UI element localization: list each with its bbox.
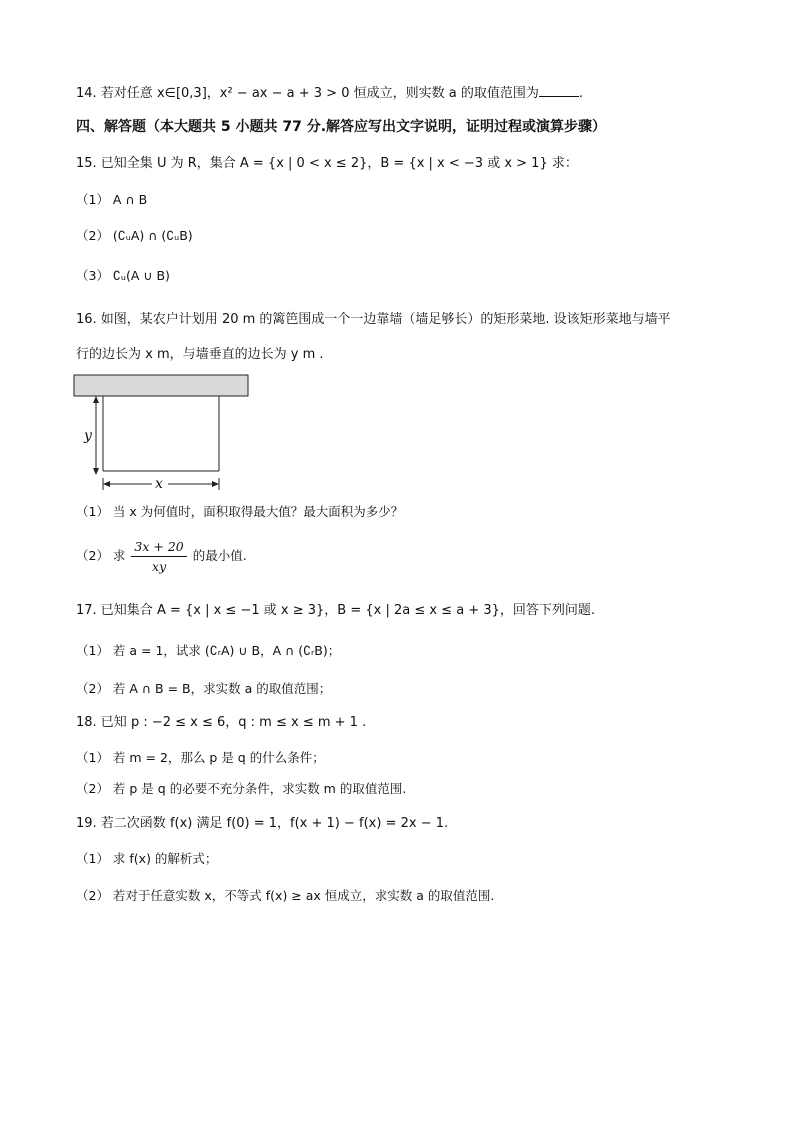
question-17-part-2: （2） 若 A ∩ B = B，求实数 a 的取值范围； [76,681,332,696]
question-14-end: . [578,86,583,101]
question-16-stem-line-2: 行的边长为 x m，与墙垂直的边长为 y m . [76,347,324,362]
y-label: y [84,428,92,444]
question-19-part-2: （2） 若对于任意实数 x，不等式 f(x) ≥ ax 恒成立，求实数 a 的取值范围. [76,888,495,903]
fraction-denominator: xy [152,559,167,574]
fence-diagram [70,372,260,494]
question-17-part-1: （1） 若 a = 1，试求 (∁ᵣA) ∪ B，A ∩ (∁ᵣB)； [76,643,341,658]
fraction-numerator: 3x + 20 [131,538,186,557]
question-17-stem: 17. 已知集合 A = {x | x ≤ −1 或 x ≥ 3}，B = {x | 2a ≤ x ≤ a + 3}，回答下列问题. [76,603,595,618]
fraction [131,538,186,575]
answer-blank[interactable] [539,84,579,97]
question-16-part-1: （1） 当 x 为何值时，面积取得最大值？最大面积为多少？ [76,504,404,519]
question-16-part-2 [76,538,247,575]
question-18-stem: 18. 已知 p : −2 ≤ x ≤ 6，q : m ≤ x ≤ m + 1 . [76,715,367,730]
question-14-text: 14. 若对任意 x∈[0,3]，x² − ax − a + 3 > 0 恒成立，则实数 a 的取值范围为 [76,86,539,101]
question-19-part-1: （1） 求 f(x) 的解析式； [76,851,218,866]
x-arrow-right [212,481,219,487]
question-19-stem: 19. 若二次函数 f(x) 满足 f(0) = 1，f(x + 1) − f(x) = 2x − 1. [76,816,449,831]
question-15-part-2: （2） (∁ᵤA) ∩ (∁ᵤB) [76,228,193,243]
question-15-part-1: （1） A ∩ B [76,192,148,207]
question-16-part-2-suffix: 的最小值. [192,548,247,563]
y-arrow-up [93,396,99,403]
question-15-part-3: （3） ∁ᵤ(A ∪ B) [76,268,170,283]
question-16-stem-line-1: 16. 如图，某农户计划用 20 m 的篱笆围成一个一边靠墙（墙足够长）的矩形菜地. 设该矩形菜地与墙平 [76,312,671,327]
x-arrow-left [103,481,110,487]
question-16-part-2-prefix: （2） 求 [76,548,126,563]
section-heading: 四、解答题（本大题共 5 小题共 77 分.解答应写出文字说明，证明过程或演算步骤） [76,119,607,135]
question-15-stem: 15. 已知全集 U 为 R，集合 A = {x | 0 < x ≤ 2}，B = {x | x < −3 或 x > 1} 求： [76,156,578,171]
question-18-part-1: （1） 若 m = 2，那么 p 是 q 的什么条件； [76,750,325,765]
question-18-part-2: （2） 若 p 是 q 的必要不充分条件，求实数 m 的取值范围. [76,781,407,796]
wall [74,375,248,396]
question-14 [76,84,583,103]
x-label: x [155,476,163,492]
y-arrow-down [93,468,99,475]
